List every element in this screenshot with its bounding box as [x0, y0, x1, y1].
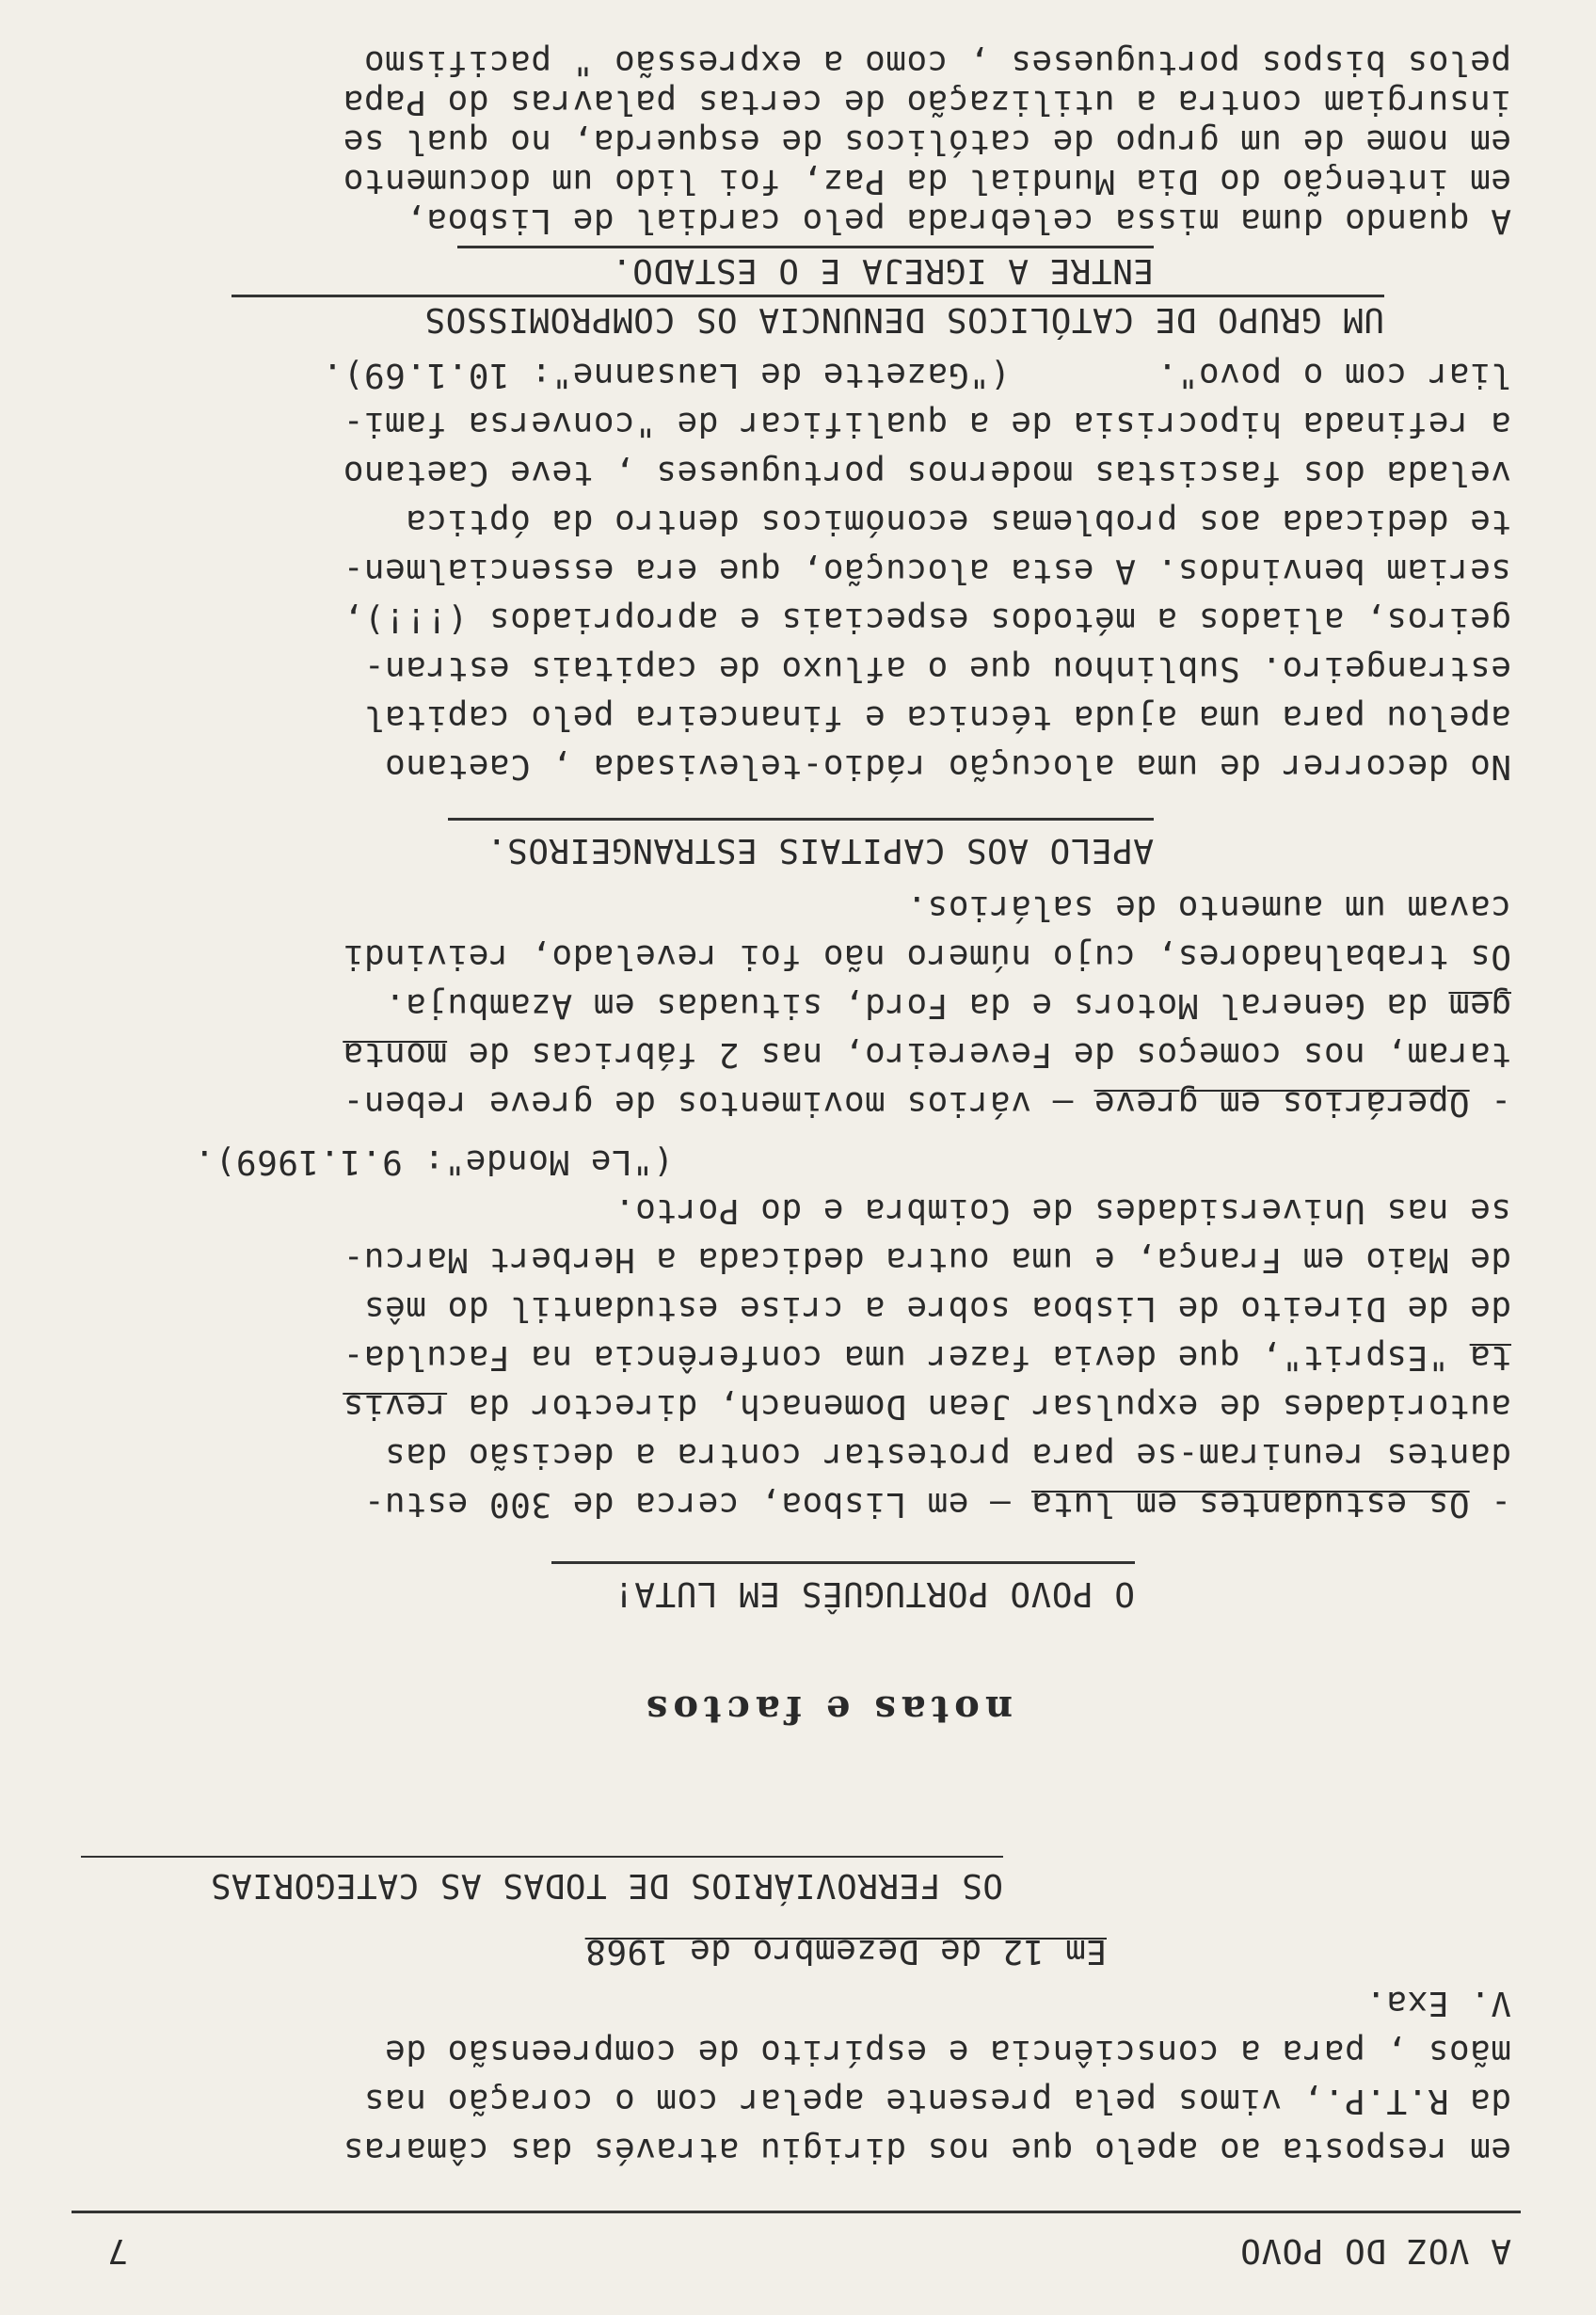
intro-line: da R.T.P., vimos pela presente apelar com o coração nas: [363, 2082, 1511, 2120]
text-line: em nome de um grupo de católicos de esquerda, no qual se: [343, 122, 1511, 161]
heading-rule: [448, 818, 1154, 821]
text-line: A quando duma missa celebrada pelo cardial de Lisboa,: [405, 201, 1511, 240]
text-line: geiros, aliados a métodos especiais e apropriados (!!!),: [343, 600, 1511, 639]
intro-line: V. Exa.: [1365, 1984, 1511, 2022]
letter-date: Em 12 de Dezembro de 1968: [584, 1932, 1107, 1971]
section-title: notas e factos: [640, 1687, 1013, 1732]
text-line: ta "Esprit", que devia fazer uma conferência na Faculda-: [343, 1338, 1511, 1377]
header-rule: [72, 2211, 1521, 2213]
heading-igreja-estado: ENTRE A IGREJA E O ESTADO.: [611, 251, 1154, 290]
text-line: pelos bispos portugueses , como a expressão " pacifismo: [363, 43, 1511, 82]
signature-rule: [81, 1856, 1003, 1858]
text-line: cavam um aumento de salários.: [905, 888, 1511, 927]
text-line: gem da General Motors e da Ford, situadas em Azambuja.: [384, 986, 1511, 1025]
heading-rule: [551, 1561, 1135, 1564]
text-line: No decorrer de uma alocução rádio-televisada , Caetano: [384, 747, 1511, 786]
text-line: te dedicada aos problemas económicos dentro da óptica: [405, 503, 1511, 541]
text-line: - Os estudantes em luta — em Lisboa, cerca de 300 estu-: [363, 1485, 1511, 1524]
source-citation: ("Le Monde": 9.1.1969).: [194, 1142, 674, 1181]
text-line: apelou para uma ajuda técnica e financeira pelo capital: [363, 698, 1511, 737]
text-line: velada dos fascistas modernos portugueses , teve Caetano: [343, 454, 1511, 492]
text-line: insurgiam contra a utilização de certas palavras do Papa: [343, 83, 1511, 121]
heading-catolicos: UM GRUPO DE CATÓLICOS DENUNCIA OS COMPROMISSOS: [424, 300, 1384, 339]
page-number: 7: [106, 2231, 128, 2270]
text-line: dantes reuniram-se para protestar contra a decisão das: [384, 1436, 1511, 1475]
text-line: se nas Universidades de Coimbra e do Porto.: [614, 1191, 1511, 1230]
intro-line: em resposta ao apelo que nos dirigiu através das câmaras: [343, 2131, 1511, 2169]
text-line: liar com o povo". ("Gazette de Lausanne": 10.1.69).: [322, 356, 1511, 394]
heading-rule: [457, 246, 1154, 248]
text-line: autoridades de expulsar Jean Domenach, director da revis: [343, 1387, 1511, 1426]
heading-povo-em-luta: O POVO PORTUGUÊS EM LUTA!: [613, 1574, 1135, 1613]
text-line: Os trabalhadores, cujo número não foi revelado, reivindi: [343, 937, 1511, 976]
text-line: seriam benvindos. A esta alocução, que era essencialmen-: [343, 551, 1511, 590]
text-line: de de Direito de Lisboa sobre a crise estudantil do mês: [363, 1289, 1511, 1328]
text-line: - Operários em greve — vários movimentos de greve reben-: [343, 1084, 1511, 1123]
text-line: a refinada hipocrisia de a qualificar de "conversa fami-: [343, 405, 1511, 443]
letter-signature: OS FERROVIÁRIOS DE TODAS AS CATEGORIAS: [210, 1866, 1003, 1905]
text-line: taram, nos começos de Fevereiro, nas 2 fábricas de monta: [343, 1035, 1511, 1074]
text-line: de Maio em França, e uma outra dedicada a Herbert Marcu-: [343, 1240, 1511, 1279]
text-line: estrangeiro. Sublinhou que o afluxo de capitais estran-: [363, 649, 1511, 688]
heading-rule: [231, 295, 1384, 297]
publication-title: A VOZ DO POVO: [1239, 2231, 1511, 2270]
heading-apelo: APELO AOS CAPITAIS ESTRANGEIROS.: [486, 831, 1154, 870]
intro-line: mãos , para a consciência e espírito de compreensão de: [384, 2033, 1511, 2071]
text-line: em intenção do Dia Mundial da Paz, foi lido um documento: [343, 162, 1511, 200]
